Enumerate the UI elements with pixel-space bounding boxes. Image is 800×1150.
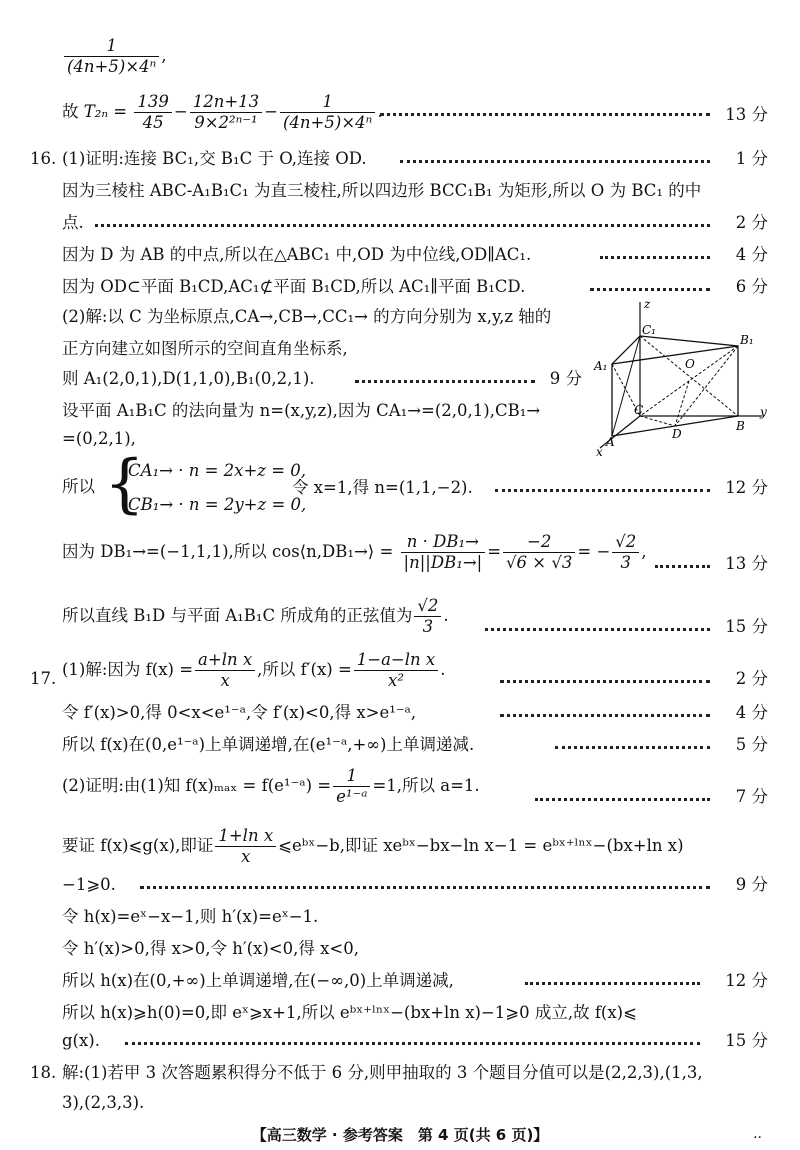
text: 所以直线 B₁D 与平面 A₁B₁C 所成角的正弦值为 [62, 606, 413, 625]
leader-dots [655, 565, 710, 568]
numerator: 1 [280, 92, 375, 113]
q16-line: 则 A₁(2,0,1),D(1,1,0),B₁(0,2,1). [62, 369, 315, 388]
fraction [401, 532, 486, 573]
q17-line [62, 766, 480, 807]
prism-figure [590, 296, 775, 458]
text: (1)解:因为 f(x) = [62, 660, 194, 679]
dashed-edge [640, 416, 675, 426]
page-footer: 【高三数学 · 参考答案 第 4 页(共 6 页)】 [251, 1126, 549, 1144]
equation: CA₁→ · n = 2x+z = 0, [128, 461, 307, 480]
score-label: 7 分 [735, 787, 768, 806]
leader-dots [590, 288, 710, 291]
denominator: √6 × √3 [506, 553, 573, 572]
fraction [190, 92, 262, 133]
brace: { [104, 447, 145, 521]
numerator: 12n+13 [190, 92, 262, 113]
edge [612, 336, 640, 436]
denominator: e¹⁻ᵃ [336, 787, 368, 806]
text: . [440, 660, 446, 679]
text: ,所以 f′(x) = [257, 660, 352, 679]
text: 故 [62, 102, 79, 121]
text: . [443, 606, 449, 625]
score-label: 6 分 [735, 277, 768, 296]
q16-line: 正方向建立如图所示的空间直角坐标系, [62, 339, 348, 358]
score-label: 4 分 [735, 703, 768, 722]
numerator: 1 [333, 766, 370, 787]
denominator: |n||DB₁→| [403, 553, 483, 572]
denominator: 3 [620, 553, 632, 572]
leader-dots [140, 886, 710, 889]
text: 因为 DB₁→=(−1,1,1),所以 cos⟨n,DB₁→⟩ = [62, 542, 394, 561]
numerator: n · DB₁→ [401, 532, 486, 553]
numerator: √2 [612, 532, 639, 553]
numerator: 1−a−ln x [354, 650, 438, 671]
fraction [64, 36, 159, 77]
label-c: C [634, 403, 644, 417]
q17-line: 令 h(x)=eˣ−x−1,则 h′(x)=eˣ−1. [62, 907, 319, 926]
leader-dots [500, 680, 710, 683]
q18-line: 解:(1)若甲 3 次答题累积得分不低于 6 分,则甲抽取的 3 个题目分值可以是(2,2,3),(1,3, [62, 1063, 703, 1082]
text: 所以 [62, 477, 95, 496]
q16-line: 设平面 A₁B₁C 的法向量为 n=(x,y,z),因为 CA₁→=(2,0,1),CB₁→ [62, 401, 541, 420]
q16-line: 点. [62, 213, 84, 232]
text: = [487, 542, 502, 561]
fraction [414, 596, 441, 637]
numerator: 1+ln x [215, 826, 276, 847]
q16-cos-line [62, 532, 647, 573]
score-label: 2 分 [735, 213, 768, 232]
corner-mark: .. [753, 1126, 762, 1142]
q16-line: (2)解:以 C 为坐标原点,CA→,CB→,CC₁→ 的方向分别为 x,y,z 轴的 [62, 307, 552, 326]
q17-line: −1⩾0. [62, 875, 116, 894]
numerator: −2 [503, 532, 575, 553]
text: ⩽eᵇˣ−b,即证 xeᵇˣ−bx−ln x−1 = eᵇˣ⁺ˡⁿˣ−(bx+ln x) [278, 836, 684, 855]
q17-line: 令 h′(x)>0,得 x>0,令 h′(x)<0,得 x<0, [62, 939, 359, 958]
q17-line: 所以 f(x)在(0,e¹⁻ᵃ)上单调递增,在(e¹⁻ᵃ,+∞)上单调递减. [62, 735, 475, 754]
q16-line: 因为 OD⊂平面 B₁CD,AC₁⊄平面 B₁CD,所以 AC₁∥平面 B₁CD. [62, 277, 526, 296]
fraction [134, 92, 172, 133]
fraction [195, 650, 255, 691]
numerator: 139 [134, 92, 172, 113]
fraction [333, 766, 370, 807]
numerator: a+ln x [195, 650, 255, 671]
fraction [503, 532, 575, 573]
leader-dots [355, 380, 535, 383]
question-number: 18. [30, 1063, 57, 1082]
denominator: 9×2²ⁿ⁻¹ [194, 113, 258, 132]
score-label: 12 分 [725, 971, 768, 990]
leader-dots [380, 113, 710, 116]
q17-line [62, 650, 445, 691]
numerator: √2 [414, 596, 441, 617]
text: 要证 f(x)⩽g(x),即证 [62, 836, 214, 855]
leader-dots [95, 224, 710, 227]
leader-dots [495, 489, 710, 492]
text: , [641, 542, 647, 561]
question-number: 17. [30, 669, 57, 688]
score-label: 15 分 [725, 617, 768, 636]
punct: , [161, 46, 167, 65]
label-a1: A₁ [594, 359, 608, 373]
label-a: A [606, 435, 615, 449]
score-label: 13 分 [725, 554, 768, 573]
denominator: 3 [422, 617, 434, 636]
q16-line: =(0,2,1), [62, 429, 136, 448]
q16-sine-line [62, 596, 449, 637]
q17-line [62, 826, 684, 867]
text: = − [577, 542, 611, 561]
label-c1: C₁ [642, 323, 656, 337]
score-label: 15 分 [725, 1031, 768, 1050]
fraction [354, 650, 438, 691]
leader-dots [400, 160, 710, 163]
text: (2)证明:由(1)知 f(x)ₘₐₓ = f(e¹⁻ᵃ) = [62, 776, 332, 795]
label-z: z [644, 297, 651, 311]
numerator: 1 [64, 36, 159, 57]
denominator: (4n+5)×4ⁿ [67, 57, 157, 76]
leader-dots [600, 256, 710, 259]
leader-dots [500, 714, 710, 717]
edge [612, 346, 738, 364]
q17-line: g(x). [62, 1031, 100, 1050]
denominator: 45 [142, 113, 164, 132]
leader-dots [125, 1042, 700, 1045]
leader-dots [525, 982, 700, 985]
text: =1,所以 a=1. [372, 776, 480, 795]
q16-line: 因为三棱柱 ABC-A₁B₁C₁ 为直三棱柱,所以四边形 BCC₁B₁ 为矩形,所以 O 为 BC₁ 的中 [62, 181, 702, 200]
score-label: 13 分 [725, 105, 768, 124]
score-label: 4 分 [735, 245, 768, 264]
score-label: 5 分 [735, 735, 768, 754]
score-label: 9 分 [735, 875, 768, 894]
t2n-line: 故 T₂ₙ = $\frac{139}{45}$ − $\frac{12n+13}{\text{9×2²ⁿ⁻¹}}$ − $\frac{1}{\text{(4n+5)×4ⁿ}}$ . [62, 92, 383, 132]
fraction [215, 826, 276, 867]
score-label: 2 分 [735, 669, 768, 688]
label-o: O [685, 357, 695, 371]
fraction [280, 92, 375, 133]
question-number: 16. [30, 149, 57, 168]
q16-line: 因为 D 为 AB 的中点,所以在△ABC₁ 中,OD 为中位线,OD∥AC₁. [62, 245, 532, 264]
top-fraction-line [62, 36, 167, 77]
q17-line: 所以 h(x)在(0,+∞)上单调递增,在(−∞,0)上单调递减, [62, 971, 454, 990]
score-label: 9 分 [549, 369, 582, 388]
denominator: x [241, 847, 251, 866]
denominator: (4n+5)×4ⁿ [283, 113, 373, 132]
leader-dots [535, 798, 710, 801]
q16-line: (1)证明:连接 BC₁,交 B₁C 于 O,连接 OD. [62, 149, 367, 168]
q18-line: 3),(2,3,3). [62, 1093, 145, 1112]
label-y: y [760, 405, 767, 419]
denominator: x² [388, 671, 404, 690]
q17-line: 令 f′(x)>0,得 0<x<e¹⁻ᵃ,令 f′(x)<0,得 x>e¹⁻ᵃ, [62, 703, 417, 722]
label-x: x [596, 445, 603, 458]
fraction [612, 532, 639, 573]
label-b: B [736, 419, 745, 433]
text: 令 x=1,得 n=(1,1,−2). [292, 478, 473, 497]
dashed-edge [675, 381, 689, 426]
label-b1: B₁ [740, 333, 754, 347]
leader-dots [555, 746, 710, 749]
score-label: 12 分 [725, 478, 768, 497]
equation: CB₁→ · n = 2y+z = 0, [128, 495, 307, 514]
math-text: T₂ₙ = [83, 102, 128, 121]
denominator: x [220, 671, 230, 690]
edge [612, 336, 738, 436]
q17-line: 所以 h(x)⩾h(0)=0,即 eˣ⩾x+1,所以 eᵇˣ⁺ˡⁿˣ−(bx+ln x)−1⩾0 成立,故 f(x)⩽ [62, 1003, 637, 1022]
leader-dots [485, 628, 710, 631]
label-d: D [672, 427, 682, 441]
score-label: 1 分 [735, 149, 768, 168]
